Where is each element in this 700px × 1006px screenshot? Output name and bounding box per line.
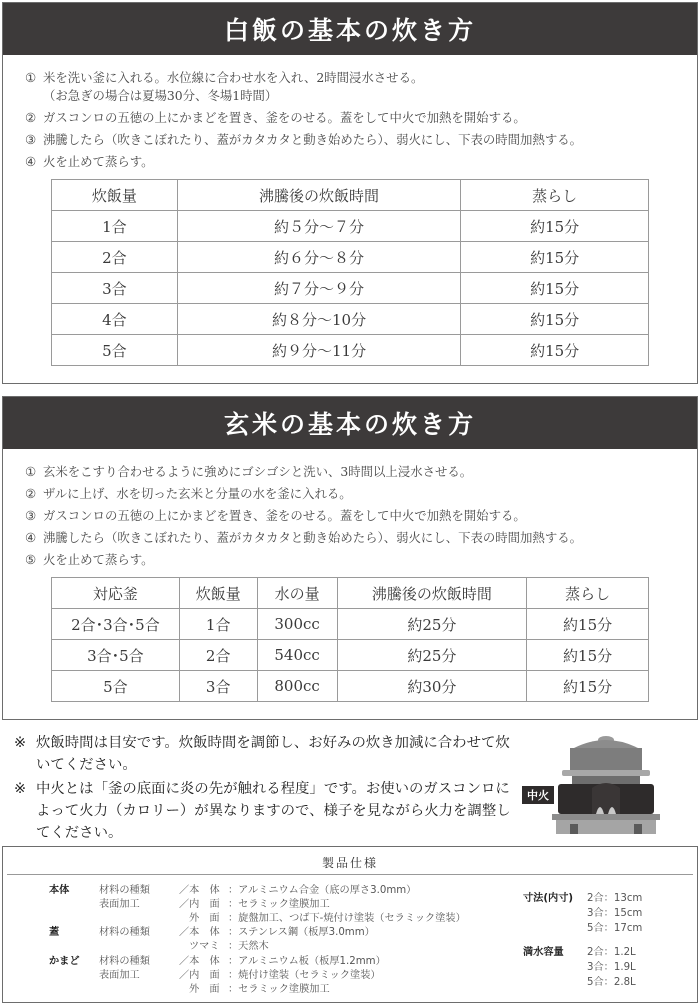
table-row: 3合･5合 2合 540cc 約25分 約15分 [52,640,649,671]
step-item: ③ 沸騰したら（吹きこぼれたり、蓋がカタカタと動き始めたら）、弱火にし、下表の時間加熱する。 [25,132,582,147]
col-header: 水の量 [257,578,337,609]
col-header: 炊飯量 [52,180,178,211]
step-item: ⑤ 火を止めて蒸らす。 [25,552,154,567]
white-rice-section [2,2,698,384]
product-spec-title: 製品仕様 [321,856,378,870]
table-row: 5合 3合 800cc 約30分 約15分 [52,671,649,702]
note-item: ※ 中火とは「釜の底面に炎の先が触れる程度」です。お使いのガスコンロによって火力（カロリー）が異なりますので、様子を見ながら火力を調整してください。 [14,781,511,841]
table-header-row [52,578,649,609]
step-item: ① 米を洗い釜に入れる。水位線に合わせ水を入れ、2時間浸水させる。 [25,70,424,85]
step-item: ② ガスコンロの五徳の上にかまどを置き、釜をのせる。蓋をして中火で加熱を開始する。 [25,110,526,125]
col-header: 蒸らし [527,578,649,609]
col-header: 蒸らし [461,180,649,211]
col-header: 沸騰後の炊飯時間 [177,180,461,211]
step-item: ④ 火を止めて蒸らす。 [25,154,154,169]
notes [14,732,514,844]
brown-rice-steps [3,449,697,571]
product-spec: 製品仕様 本体 材料の種類 ／本 体 ：アルミニウム合金（底の厚さ3.0mm） 表面加工 ／内 面 ：セラミック塗膜加工 外 面 ：旋盤加工、つば下-焼付け塗装（セラミック塗装） 蓋 材料の種類 ／本 体 ：ステンレス鋼（板厚3.0mm） ツマミ ：天然木 かまど 材料の種類 ／本 体 ：アルミニウム板（板厚1.2mm） 表面加工 ／内 面 ：焼付け塗装（セラミック塗装） 外 面 ：セラミック塗膜加工 寸法(内寸) 2合：13cm 3合：15cm 5合：17cm 満水容量 2合：1.2L 3合：1.9L 5合：2.8L [2,846,698,1003]
table-row: 2合･3合･5合 1合 300cc 約25分 約15分 [52,609,649,640]
divider [7,874,693,875]
stove-illustration [522,728,690,840]
col-header: 沸騰後の炊飯時間 [337,578,527,609]
white-rice-title: 白飯の基本の炊き方 [3,3,697,55]
brown-rice-section [2,396,698,720]
step-item: ④ 沸騰したら（吹きこぼれたり、蓋がカタカタと動き始めたら）、弱火にし、下表の時間加熱する。 [25,530,582,545]
note-item: ※ 炊飯時間は目安です。炊飯時間を調節し、お好みの炊き加減に合わせて炊いてください。 [14,735,510,773]
step-item: （お急ぎの場合は夏場30分、冬場1時間） [43,88,278,103]
size-label: 寸法(内寸) [523,893,574,904]
table-header-row [52,180,649,211]
table-row: 3合 約７分～９分 約15分 [52,273,649,304]
table-row: 4合 約８分～10分 約15分 [52,304,649,335]
step-item: ① 玄米をこすり合わせるように強めにゴシゴシと洗い、3時間以上浸水させる。 [25,464,473,479]
stove-label: 中火 [527,789,549,802]
white-rice-table [51,179,649,366]
step-item: ③ ガスコンロの五徳の上にかまどを置き、釜をのせる。蓋をして中火で加熱を開始する。 [25,508,526,523]
table-row: 2合 約６分～８分 約15分 [52,242,649,273]
white-rice-steps [3,55,697,173]
capacity-label: 満水容量 [523,947,564,958]
col-header: 炊飯量 [179,578,257,609]
col-header: 対応釜 [52,578,180,609]
brown-rice-title: 玄米の基本の炊き方 [3,397,697,449]
table-row: 5合 約９分～11分 約15分 [52,335,649,366]
table-row: 1合 約５分～７分 約15分 [52,211,649,242]
brown-rice-table [51,577,649,702]
step-item: ② ザルに上げ、水を切った玄米と分量の水を釜に入れる。 [25,486,352,501]
